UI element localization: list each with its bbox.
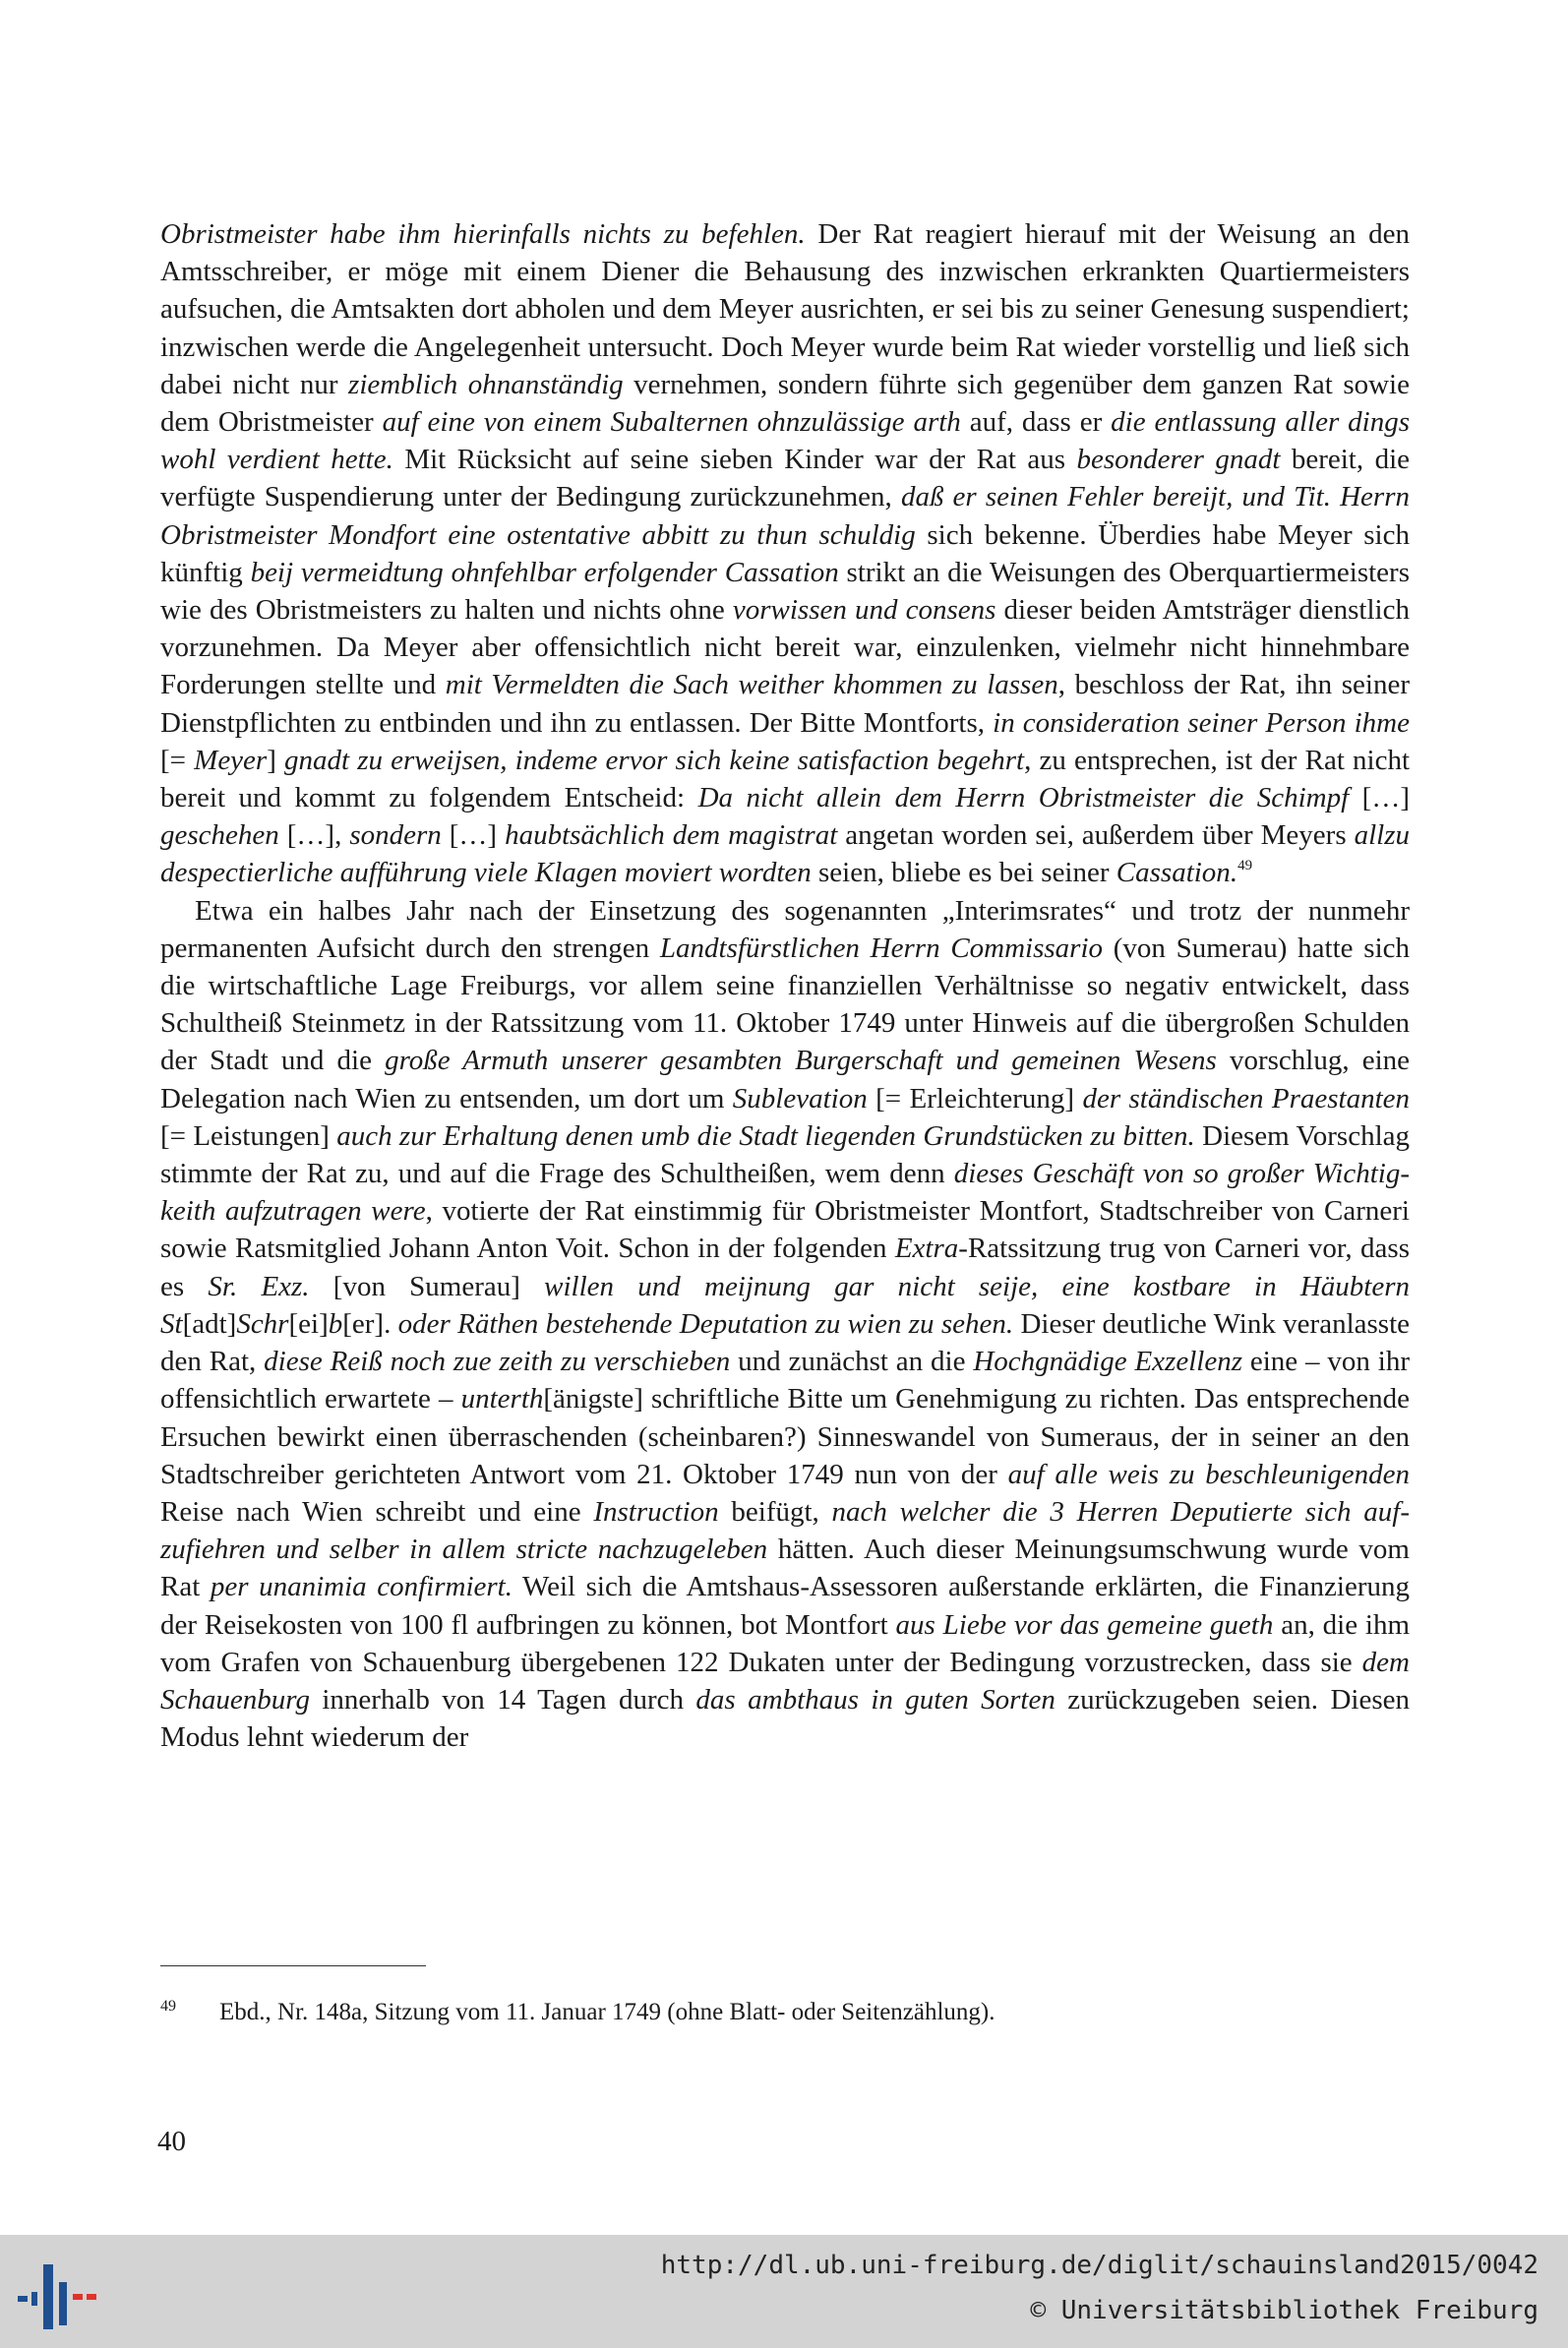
text-run: beifügt, (718, 1495, 832, 1528)
italic-quotation: aus Liebe vor das gemeine gueth (895, 1608, 1274, 1641)
italic-quotation: Sr. Exz. (208, 1270, 310, 1302)
text-run: [= Erleichterung] (867, 1082, 1083, 1114)
italic-quotation: unterth (460, 1383, 544, 1415)
text-run: hätten. Auch dieser Meinungsumschwung wurde vom Rat (160, 1534, 1410, 1603)
italic-quotation: große Armuth unserer gesambten Burgerschaft und gemeinen Wesens (385, 1045, 1217, 1077)
text-run: Dieser deutliche Wink veranlasste den Rat, (160, 1307, 1410, 1378)
footnote-text: Ebd., Nr. 148a, Sitzung vom 11. Januar 1749 (ohne Blatt- oder Seitenzählung). (219, 1999, 995, 2025)
text-run: Etwa ein halbes Jahr nach der Einsetzung des sogenannten „Interimsrates“ und trotz der nunmehr permanenten Aufsicht durch den strengen (160, 894, 1410, 964)
italic-quotation: auf eine von einem Subalternen ohnzulässige arth (382, 406, 961, 439)
italic-quotation: diese Reiß noch zue zeith zu verschieben (264, 1346, 731, 1378)
italic-quotation: der ständischen Praestanten (1082, 1082, 1411, 1114)
logo-bar (31, 2292, 37, 2306)
text-run: sich bekenne. Überdies habe Meyer sich künftig (160, 518, 1410, 588)
italic-quotation: daß er seinen Fehler bereijt, und Tit. Herrn Obristmeister Mondfort eine ostentative abbitt zu thun schuldig (160, 481, 1410, 551)
text-run: [änigste] schriftliche Bitte um Genehmigung zu richten. Das entsprechende Ersuchen bewirkt einen überraschenden (scheinbaren?) Sinneswandel von Sumeraus, der in seiner an den Stadtschreiber gerichteten Antwort vom 21. Oktober 1749 nun von der (160, 1383, 1410, 1490)
text-run: [= (160, 744, 195, 776)
italic-quotation: dieses Geschäft von so großer Wichtigkeith aufzutragen were (160, 1158, 1410, 1228)
text-run: (von Sumerau) hatte sich die wirtschaftliche Lage Freiburgs, vor allem seine finanziellen Verhältnisse so negativ entwickelt, dass Schultheiß Steinmetz in der Ratssitzung vom 11. Oktober 1749 unter Hinweis auf die übergroßen Schulden der Stadt und die (160, 932, 1410, 1077)
text-run: […] (441, 819, 506, 852)
text-run: […], (278, 819, 350, 852)
italic-quotation: Hochgnädige Exzellenz (973, 1346, 1242, 1378)
text-run: angetan worden sei, außerdem über Meyers (837, 819, 1355, 852)
copyright-notice: © Universitätsbibliothek Freiburg (1030, 2296, 1538, 2325)
italic-quotation: willen und meijnung gar nicht seije, eine kostbare in Häubtern St (160, 1270, 1410, 1340)
italic-quotation: oder Räthen bestehende Deputation zu wien zu sehen. (397, 1307, 1014, 1340)
text-run: -Ratssitzung trug von Carneri vor, dass es (160, 1233, 1410, 1302)
footnote-reference: 49 (1237, 858, 1253, 874)
italic-quotation: allzu despectierliche aufführung viele Klagen moviert wordten (160, 819, 1410, 889)
text-run: Der Rat reagiert hierauf mit der Weisung an den Amtsschreiber, er möge mit einem Diener die Behausung des inzwischen erkrankten Quartiermeisters aufsuchen, die Amtsakten dort abholen und dem Meyer ausrichten, er sei bis zu seiner Genesung suspendiert; inzwischen werde die Angelegenheit untersucht. Doch Meyer wurde beim Rat wieder vorstellig und ließ sich dabei nicht nur (160, 218, 1411, 400)
text-run: dieser beiden Amtsträger dienstlich vorzunehmen. Da Meyer aber offensichtlich nicht bereit war, einzulenken, vielmehr nicht hinnehmbare Forderungen stellte und (160, 594, 1410, 701)
italic-quotation: haubtsächlich dem magistrat (505, 819, 838, 852)
italic-quotation: nach welcher die 3 Herren Deputierte sich aufzufiehren und selber in allem stricte nachzugeleben (160, 1495, 1410, 1566)
text-run: Reise nach Wien schreibt und eine (160, 1495, 594, 1528)
text-run: ] (267, 744, 285, 776)
body-paragraph-1 (160, 215, 1410, 892)
text-run: strikt an die Weisungen des Oberquartiermeisters wie des Obristmeisters zu halten und nichts ohne (160, 556, 1410, 627)
footnote-divider (160, 1965, 426, 1966)
italic-quotation: Landtsfürstlichen Herrn Commissario (659, 932, 1104, 964)
italic-quotation: Meyer (194, 744, 268, 776)
text-run: zurückzugeben seien. Diesen Modus lehnt wiederum der (160, 1683, 1411, 1754)
logo-bar (73, 2294, 83, 2300)
italic-quotation: beij vermeidtung ohnfehlbar erfolgender Cassation (250, 556, 839, 588)
italic-quotation: per unanimia confirmiert. (210, 1571, 513, 1603)
text-run: auf, dass er (960, 406, 1112, 439)
text-run: Weil sich die Amtshaus-Assessoren außerstande erklärten, die Finanzierung der Reisekosten von 100 fl aufbringen zu können, bot Montfort (160, 1571, 1411, 1641)
italic-quotation: die entlassung aller dings wohl verdient hette. (160, 406, 1410, 476)
text-run: Mit Rücksicht auf seine sieben Kinder war der Rat aus (392, 444, 1077, 476)
italic-quotation: vorwissen und consens (732, 594, 996, 627)
logo-bar (18, 2296, 28, 2302)
italic-quotation: b (328, 1307, 343, 1340)
logo-bar (87, 2294, 96, 2300)
text-run: [ei] (288, 1307, 329, 1340)
page-number: 40 (157, 2126, 186, 2157)
text-run: vorschlug, eine Delegation nach Wien zu entsenden, um dort um (160, 1045, 1411, 1114)
footnote (160, 1991, 1410, 2028)
library-logo-icon (14, 2245, 102, 2343)
italic-quotation: auf alle weis zu beschleunigenden (1007, 1458, 1410, 1490)
italic-quotation: Extra (894, 1233, 959, 1265)
text-run: vernehmen, sondern führte sich gegenüber dem ganzen Rat sowie dem Obristmeister (160, 368, 1410, 439)
document-url[interactable]: http://dl.ub.uni-freiburg.de/diglit/schauinsland2015/0042 (660, 2251, 1538, 2280)
italic-quotation: mit Vermeldten die Sach weither khommen zu lassen (445, 669, 1058, 701)
italic-quotation: gnadt zu erweijsen, indeme ervor sich keine satisfaction begehrt (284, 744, 1025, 776)
footnote-number: 49 (160, 1998, 176, 2015)
text-run: [er]. (342, 1307, 398, 1340)
text-run: [adt] (182, 1307, 237, 1340)
italic-quotation: Obristmeister habe ihm hierinfalls nichts zu befehlen. (160, 218, 806, 250)
italic-quotation: Da nicht allein dem Herrn Obristmeister die Schimpf (697, 782, 1350, 814)
italic-quotation: Cassation (1116, 857, 1231, 889)
text-run: bereit, die verfügte Suspendierung unter der Bedingung zurückzunehmen, (160, 444, 1411, 513)
italic-quotation: Schr (236, 1307, 289, 1340)
text-run: an, die ihm vom Grafen von Schauenburg übergebenen 122 Dukaten unter der Bedingung vorzustrecken, dass sie (160, 1608, 1411, 1678)
italic-quotation: Sublevation (732, 1082, 868, 1114)
text-run: seien, bliebe es bei seiner (811, 857, 1116, 889)
italic-quotation: Instruction (593, 1495, 719, 1528)
italic-quotation: ziemblich ohnanständig (348, 368, 624, 400)
text-run: […] (1349, 782, 1410, 814)
logo-bar (43, 2264, 53, 2329)
body-paragraph-2 (160, 892, 1410, 1757)
italic-quotation: sondern (349, 819, 442, 852)
italic-quotation: das ambthaus in guten Sorten (695, 1683, 1055, 1716)
italic-quotation: besonderer gnadt (1076, 444, 1281, 476)
text-run: innerhalb von 14 Tagen durch (309, 1683, 696, 1716)
text-run: Diesem Vorschlag stimmte der Rat zu, und auf die Frage des Schultheißen, wem denn (160, 1119, 1410, 1190)
italic-quotation: in consideration seiner Person ihme (993, 706, 1410, 739)
text-run: , zu entsprechen, ist der Rat nicht bereit und kommt zu folgendem Entscheid: (160, 744, 1410, 814)
text-run: eine – von ihr offensichtlich erwartete – (160, 1346, 1410, 1415)
text-run: [= Leistungen] (160, 1119, 337, 1152)
italic-quotation: dem Schauenburg (160, 1646, 1410, 1716)
italic-quotation: . (1230, 857, 1238, 889)
text-run: [von Sumerau] (309, 1270, 545, 1302)
text-run: und zunächst an die (730, 1346, 974, 1378)
text-run: , votierte der Rat einstimmig für Obristmeister Montfort, Stadtschreiber von Carneri sowie Ratsmitglied Johann Anton Voit. Schon in der folgenden (160, 1195, 1410, 1265)
logo-bar (59, 2282, 67, 2325)
italic-quotation: geschehen (160, 819, 279, 852)
text-run: , beschloss der Rat, ihn seiner Dienstpflichten zu entbinden und ihn zu entlassen. Der Bitte Montforts, (160, 669, 1410, 739)
italic-quotation: auch zur Erhaltung denen umb die Stadt liegenden Grundstücken zu bitten. (336, 1119, 1195, 1152)
body-text (160, 215, 1410, 1756)
